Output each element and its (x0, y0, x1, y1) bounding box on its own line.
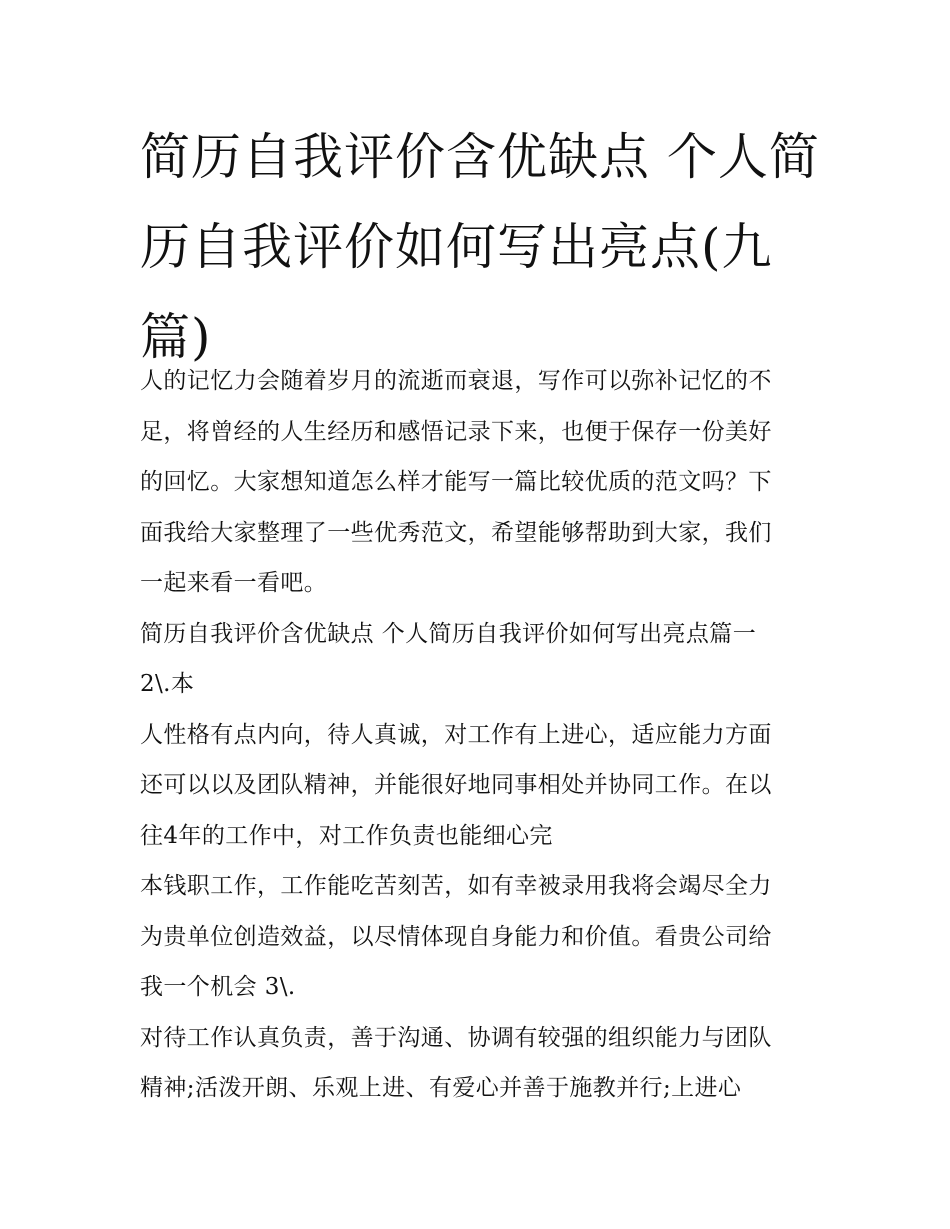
body-line-2: 足，将曾经的人生经历和感悟记录下来，也便于保存一份美好 (140, 418, 772, 445)
body-line-4: 面我给大家整理了一些优秀范文，希望能够帮助到大家，我们 (140, 519, 772, 546)
body-line-10: 往4年的工作中，对工作负责也能细心完 (140, 822, 553, 849)
body-line-1: 人的记忆力会随着岁月的流逝而衰退，写作可以弥补记忆的不 (140, 368, 772, 394)
section-heading-1: 简历自我评价含优缺点 个人简历自我评价如何写出亮点篇一 (140, 620, 757, 647)
body-line-9: 还可以以及团队精神，并能很好地同事相处并协同工作。在以 (140, 772, 772, 798)
body-line-8: 人性格有点内向，待人真诚，对工作有上进心，适应能力方面 (140, 721, 772, 748)
title-line-2: 历自我评价如何写出亮点(九 (140, 218, 773, 276)
body-line-15: 精神;活泼开朗、乐观上进、有爱心并善于施教并行;上进心 (140, 1075, 742, 1101)
body-line-5: 一起来看一看吧。 (140, 570, 328, 596)
body-line-7: 2\.本 (140, 671, 195, 697)
body-line-14: 对待工作认真负责，善于沟通、协调有较强的组织能力与团队 (140, 1024, 772, 1051)
document-title (140, 112, 820, 382)
body-line-13: 我一个机会 3\. (140, 974, 296, 1000)
body-line-3: 的回忆。大家想知道怎么样才能写一篇比较优质的范文吗？下 (140, 469, 772, 495)
body-line-11: 本钱职工作，工作能吃苦刻苦，如有幸被录用我将会竭尽全力 (140, 873, 772, 899)
document-body (140, 356, 820, 1114)
body-line-12: 为贵单位创造效益，以尽情体现自身能力和价值。看贵公司给 (140, 923, 772, 950)
title-line-1: 简历自我评价含优缺点 个人简 (140, 128, 820, 186)
title-line-3: 篇) (140, 308, 212, 366)
